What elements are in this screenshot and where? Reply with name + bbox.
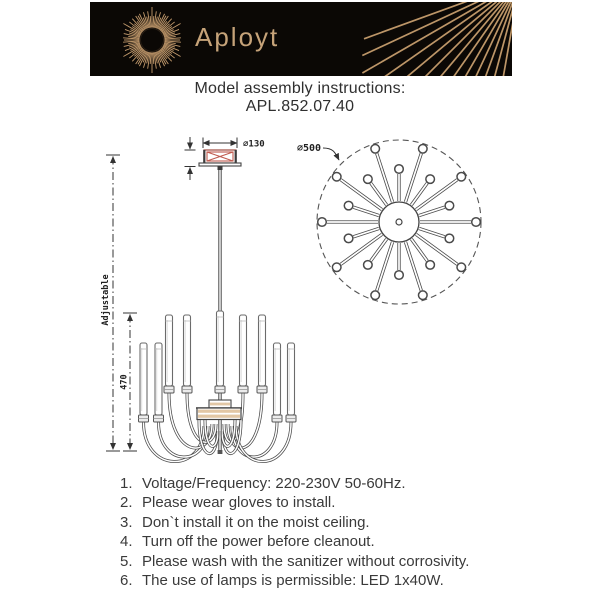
instruction-number: 1. bbox=[120, 475, 133, 492]
instruction-list bbox=[120, 474, 550, 590]
instruction-item bbox=[120, 571, 550, 590]
top-diameter-dimension bbox=[297, 143, 339, 160]
instruction-number: 2. bbox=[120, 494, 133, 512]
side-view-group bbox=[100, 137, 296, 462]
adjustable-label: Adjustable bbox=[101, 274, 111, 326]
instruction-number: 4. bbox=[120, 533, 133, 551]
top-view-group bbox=[297, 140, 481, 304]
instruction-item bbox=[120, 474, 550, 493]
canopy-diameter-dimension bbox=[203, 138, 265, 150]
model-code: APL.852.07.40 bbox=[245, 98, 355, 115]
page-title: Model assembly instructions: bbox=[194, 80, 406, 97]
instruction-item bbox=[120, 513, 550, 532]
instruction-item bbox=[120, 552, 550, 571]
body-height-dimension bbox=[120, 313, 138, 451]
instruction-item bbox=[120, 532, 550, 551]
instruction-text: Don`t install it on the moist ceiling. bbox=[142, 513, 370, 531]
ceiling-canopy bbox=[199, 150, 241, 170]
canopy-diameter-label: ⌀130 bbox=[243, 139, 265, 150]
instruction-text: Please wash with the sanitizer without corrosivity. bbox=[142, 552, 470, 570]
instruction-number: 3. bbox=[120, 513, 133, 531]
instruction-text: Please wear gloves to install. bbox=[142, 494, 336, 512]
instruction-item bbox=[120, 493, 550, 512]
brand-logo-text: Aployt bbox=[195, 22, 280, 52]
instruction-text: Turn off the power before cleanout. bbox=[142, 533, 375, 551]
top-diameter-label: ⌀500 bbox=[297, 143, 322, 154]
canopy-height-dimension bbox=[185, 137, 196, 180]
instruction-number: 6. bbox=[120, 572, 133, 590]
instruction-text: The use of lamps is permissible: LED 1x40W. bbox=[142, 572, 444, 590]
adjustable-dimension bbox=[100, 155, 120, 451]
height-470-label: 470 bbox=[119, 374, 130, 390]
instruction-text: Voltage/Frequency: 220-230V 50-60Hz. bbox=[142, 475, 406, 492]
instruction-number: 5. bbox=[120, 552, 133, 570]
